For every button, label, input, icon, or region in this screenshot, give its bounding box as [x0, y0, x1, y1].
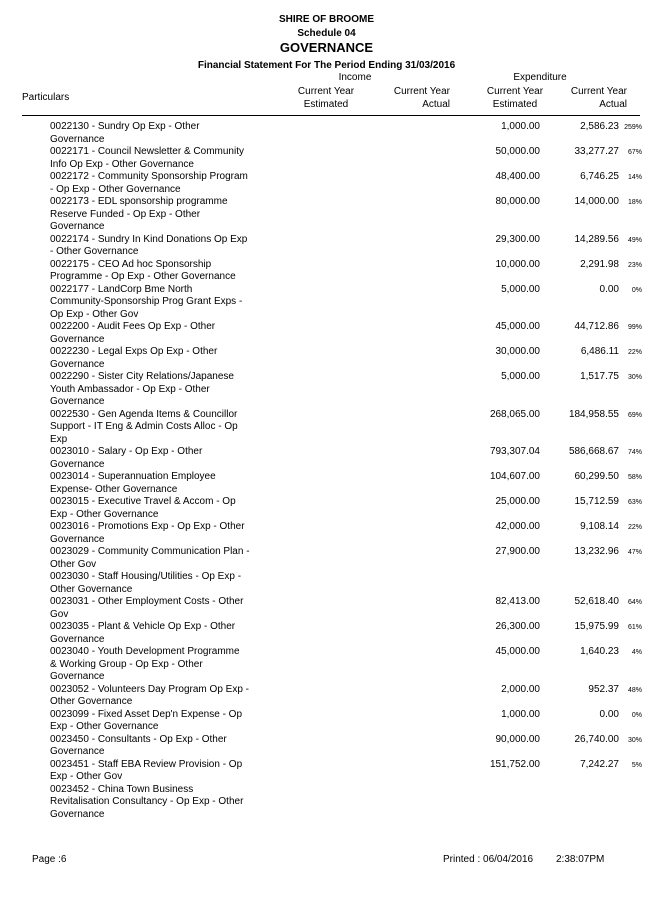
schedule-label: Schedule 04	[297, 28, 356, 39]
table-row	[0, 146, 653, 171]
expenditure-estimated: 151,752.00	[489, 758, 540, 770]
row-description: 0022173 - EDL sponsorship programme Reserve Funded - Op Exp - Other Governance	[50, 196, 228, 232]
expenditure-estimated: 1,000.00	[501, 708, 540, 720]
expenditure-actual: 1,640.23	[580, 646, 619, 657]
row-description: 0023031 - Other Employment Costs - Other Gov	[50, 596, 244, 620]
percent-used: 5%	[631, 761, 642, 769]
table-row	[0, 759, 653, 784]
percent-used: 259%	[624, 124, 642, 131]
expenditure-actual: 7,242.27	[580, 758, 619, 770]
row-description: 0022530 - Gen Agenda Items & Councillor Support - IT Eng & Admin Costs Alloc - Op Exp	[50, 408, 238, 445]
expenditure-actual: 14,000.00	[574, 196, 619, 207]
income-estimated-header: Current Year Estimated	[297, 86, 355, 110]
table-row	[0, 371, 653, 409]
header-divider	[22, 115, 640, 116]
row-description: 0023052 - Volunteers Day Program Op Exp - Other Governance	[50, 683, 249, 707]
table-row	[0, 621, 653, 646]
row-description: 0023035 - Plant & Vehicle Op Exp - Other Governance	[50, 621, 236, 645]
expenditure-estimated: 42,000.00	[495, 521, 540, 532]
row-description: 0022174 - Sundry In Kind Donations Op Exp - Other Governance	[50, 233, 248, 257]
table-row	[0, 284, 653, 322]
expenditure-actual: 0.00	[599, 283, 619, 295]
expenditure-estimated: 82,413.00	[495, 596, 540, 607]
expenditure-estimated: 30,000.00	[495, 346, 540, 357]
expenditure-estimated: 793,307.04	[489, 446, 540, 457]
row-description: 0023040 - Youth Development Programme & Working Group - Op Exp - Other Governance	[50, 646, 240, 682]
row-description: 0022171 - Council Newsletter & Community Info Op Exp - Other Governance	[50, 146, 244, 170]
table-row	[0, 321, 653, 346]
expenditure-actual: 26,740.00	[574, 733, 619, 745]
percent-used: 0%	[631, 286, 642, 294]
expenditure-estimated-header: Current Year Estimated	[486, 86, 544, 110]
percent-used: 14%	[627, 174, 642, 181]
expenditure-actual: 9,108.14	[580, 521, 619, 532]
percent-used: 4%	[631, 649, 642, 656]
expenditure-estimated: 26,300.00	[495, 621, 540, 632]
expenditure-estimated: 45,000.00	[495, 646, 540, 657]
page-number: Page :6	[32, 854, 67, 865]
expenditure-actual: 13,232.96	[574, 546, 619, 557]
table-row	[0, 521, 653, 546]
expenditure-actual: 15,712.59	[574, 496, 619, 507]
table-row	[0, 121, 653, 146]
ledger-rows	[0, 121, 653, 821]
income-actual-header: Current Year Actual	[393, 86, 450, 110]
percent-used: 64%	[627, 599, 642, 606]
row-description: 0023014 - Superannuation Employee Expense- Other Governance	[50, 471, 216, 495]
expenditure-actual: 52,618.40	[574, 596, 619, 607]
percent-used: 49%	[627, 236, 642, 244]
section-title: GOVERNANCE	[279, 40, 374, 55]
percent-used: 61%	[627, 624, 642, 631]
expenditure-estimated: 2,000.00	[501, 683, 540, 695]
expenditure-estimated: 80,000.00	[495, 196, 540, 207]
expenditure-actual: 6,486.11	[580, 346, 619, 357]
table-row	[0, 346, 653, 371]
expenditure-actual: 15,975.99	[574, 621, 619, 632]
expenditure-actual: 2,291.98	[580, 258, 619, 270]
percent-used: 22%	[627, 524, 642, 531]
expenditure-estimated: 104,607.00	[489, 471, 540, 482]
row-description: 0023099 - Fixed Asset Dep'n Expense - Op Exp - Other Governance	[50, 708, 243, 732]
statement-title: Financial Statement For The Period Ending 31/03/2016	[197, 60, 456, 71]
row-description: 0023452 - China Town Business Revitalisation Consultancy - Op Exp - Other Governance	[50, 783, 244, 820]
row-description: 0022175 - CEO Ad hoc Sponsorship Programme - Op Exp - Other Governance	[50, 258, 236, 282]
expenditure-estimated: 10,000.00	[495, 258, 540, 270]
expenditure-estimated: 45,000.00	[495, 321, 540, 332]
table-row	[0, 171, 653, 196]
expenditure-estimated: 29,300.00	[495, 233, 540, 245]
percent-used: 48%	[627, 686, 642, 694]
expenditure-actual: 0.00	[599, 708, 619, 720]
percent-used: 74%	[627, 449, 642, 456]
row-description: 0022177 - LandCorp Bme North Community-Sponsorship Prog Grant Exps - Op Exp - Other Gov	[50, 283, 243, 320]
expenditure-estimated: 5,000.00	[501, 283, 540, 295]
table-row	[0, 784, 653, 822]
expenditure-actual: 1,517.75	[580, 371, 619, 382]
table-row	[0, 409, 653, 447]
row-description: 0022172 - Community Sponsorship Program - Op Exp - Other Governance	[50, 171, 248, 195]
expenditure-actual: 2,586.23	[580, 121, 619, 132]
row-description: 0022130 - Sundry Op Exp - Other Governance	[50, 121, 200, 145]
org-name: SHIRE OF BROOME	[278, 14, 374, 25]
table-row	[0, 471, 653, 496]
table-row	[0, 596, 653, 621]
percent-used: 22%	[627, 349, 642, 356]
table-row	[0, 196, 653, 234]
expenditure-actual: 952.37	[588, 683, 619, 695]
table-row	[0, 446, 653, 471]
row-description: 0023450 - Consultants - Op Exp - Other Governance	[50, 733, 227, 757]
expenditure-estimated: 50,000.00	[495, 146, 540, 157]
table-row	[0, 734, 653, 759]
expenditure-actual: 60,299.50	[574, 471, 619, 482]
percent-used: 30%	[627, 736, 642, 744]
table-row	[0, 646, 653, 684]
table-row	[0, 234, 653, 259]
percent-used: 67%	[627, 149, 642, 156]
table-row	[0, 259, 653, 284]
table-row	[0, 684, 653, 709]
table-row	[0, 496, 653, 521]
percent-used: 0%	[631, 711, 642, 719]
row-description: 0023015 - Executive Travel & Accom - Op Exp - Other Governance	[50, 496, 236, 520]
particulars-header: Particulars	[22, 92, 70, 103]
percent-used: 30%	[627, 374, 642, 381]
expenditure-estimated: 48,400.00	[495, 171, 540, 182]
percent-used: 63%	[627, 499, 642, 506]
row-description: 0022200 - Audit Fees Op Exp - Other Governance	[50, 321, 216, 345]
percent-used: 47%	[627, 549, 642, 556]
expenditure-actual: 33,277.27	[574, 146, 619, 157]
expenditure-actual: 6,746.25	[580, 171, 619, 182]
row-description: 0023030 - Staff Housing/Utilities - Op Exp - Other Governance	[50, 571, 242, 595]
expenditure-estimated: 90,000.00	[495, 733, 540, 745]
table-row	[0, 709, 653, 734]
table-row	[0, 571, 653, 596]
expenditure-actual: 14,289.56	[574, 233, 619, 245]
printed-date: Printed : 06/04/2016	[443, 854, 534, 865]
income-group-header: Income	[338, 72, 372, 83]
expenditure-group-header: Expenditure	[513, 72, 567, 83]
row-description: 0023010 - Salary - Op Exp - Other Governance	[50, 446, 203, 470]
printed-time: 2:38:07PM	[556, 854, 605, 865]
expenditure-estimated: 1,000.00	[501, 121, 540, 132]
expenditure-actual: 44,712.86	[574, 321, 619, 332]
row-description: 0022290 - Sister City Relations/Japanese Youth Ambassador - Op Exp - Other Governance	[50, 371, 234, 407]
expenditure-estimated: 268,065.00	[489, 408, 540, 420]
row-description: 0022230 - Legal Exps Op Exp - Other Governance	[50, 346, 218, 370]
row-description: 0023029 - Community Communication Plan - Other Gov	[50, 546, 250, 570]
expenditure-estimated: 5,000.00	[501, 371, 540, 382]
expenditure-actual: 586,668.67	[568, 446, 619, 457]
expenditure-estimated: 25,000.00	[495, 496, 540, 507]
row-description: 0023016 - Promotions Exp - Op Exp - Other Governance	[50, 521, 245, 545]
expenditure-actual: 184,958.55	[568, 408, 619, 420]
percent-used: 58%	[627, 474, 642, 481]
row-description: 0023451 - Staff EBA Review Provision - Op Exp - Other Gov	[50, 758, 243, 782]
percent-used: 23%	[627, 261, 642, 269]
expenditure-actual-header: Current Year Actual	[570, 86, 627, 110]
percent-used: 99%	[627, 324, 642, 331]
table-row	[0, 546, 653, 571]
percent-used: 18%	[627, 199, 642, 206]
percent-used: 69%	[627, 411, 642, 419]
expenditure-estimated: 27,900.00	[495, 546, 540, 557]
